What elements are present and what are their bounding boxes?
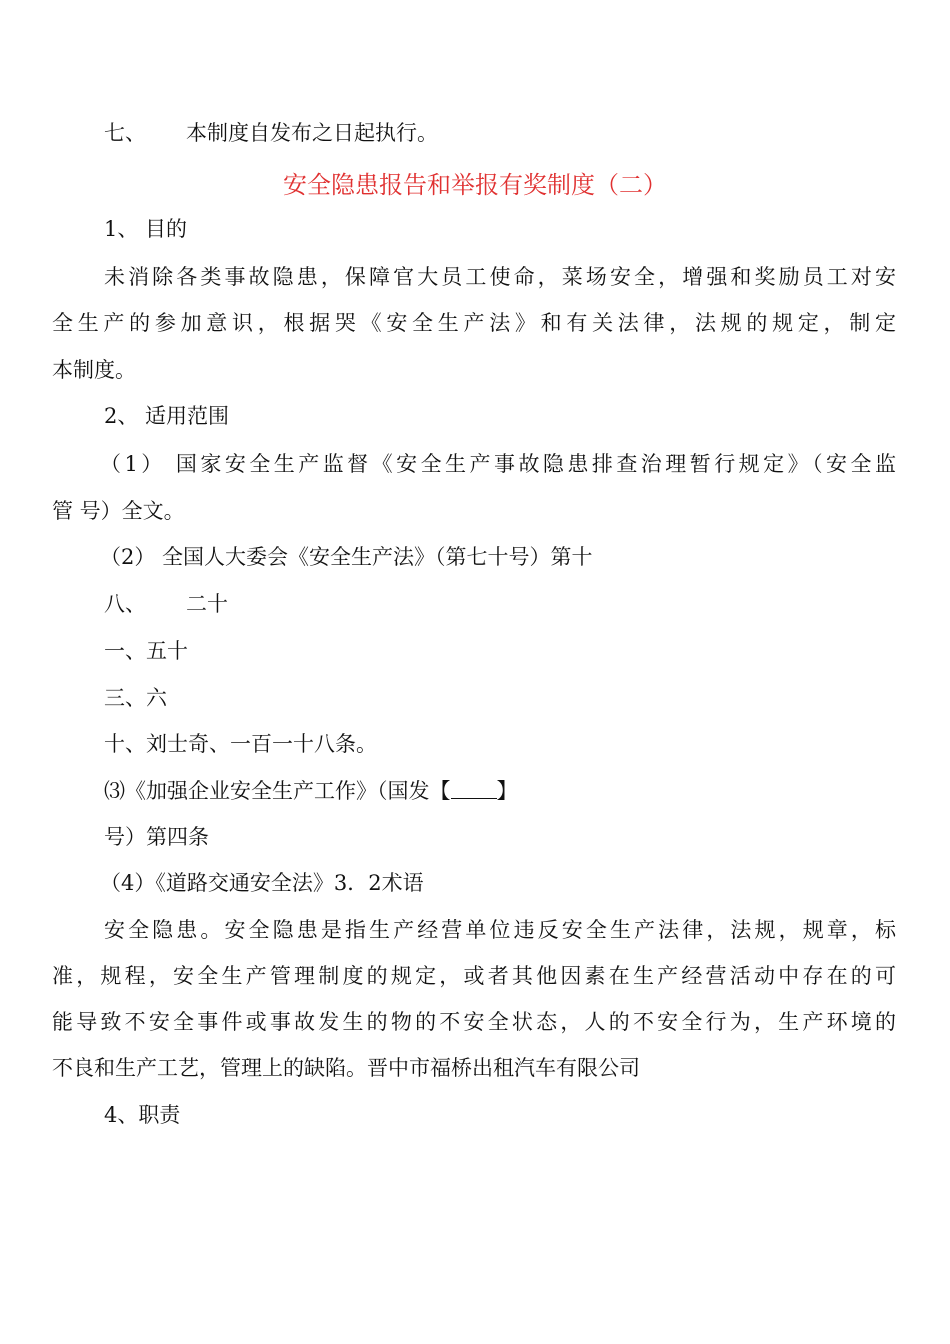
scope-item-3-bracket: 】: [496, 779, 518, 803]
item-seven: [104, 118, 438, 148]
terms-line-2: 准，规程，安全生产管理制度的规定，或者其他因素在生产经营活动中存在的可: [52, 964, 896, 988]
article-eight: [104, 589, 228, 619]
scope-item-3: [104, 776, 518, 806]
scope-item-1-line-1: （1） 国家安全生产监督《安全生产事故隐患排查治理暂行规定》（安全监: [100, 452, 896, 476]
purpose-line-3: 本制度。: [52, 358, 136, 382]
terms-line-3: 能导致不安全事件或事故发生的物的不安全状态，人的不安全行为，生产环境的: [52, 1010, 896, 1034]
scope-item-3-cont: 号）第四条: [104, 825, 209, 849]
terms-line-4: 不良和生产工艺，管理上的缺陷。晋中市福桥出租汽车有限公司: [52, 1056, 640, 1080]
article-line-12: 一、五十: [104, 639, 188, 663]
purpose-line-1: 未消除各类事故隐患，保障官大员工使命，菜场安全，增强和奖励员工对安: [104, 265, 896, 289]
document-title: 安全隐患报告和举报有奖制度（二）: [283, 171, 667, 199]
section-4-heading: 4、职责: [104, 1103, 181, 1127]
scope-item-2: （2） 全国人大委会《安全生产法》（第七十号）第十: [100, 545, 593, 569]
item-seven-number: 七、: [104, 121, 146, 145]
item-seven-text: 本制度自发布之日起执行。: [186, 121, 438, 145]
scope-item-4: （4）《道路交通安全法》3．2术语: [100, 871, 424, 895]
scope-item-1-line-2: 管 号）全文。: [52, 499, 185, 523]
section-1-heading: 1、 目的: [104, 217, 188, 241]
article-eight-number: 八、: [104, 592, 146, 616]
purpose-line-2: 全生产的参加意识，根据哭《安全生产法》和有关法律，法规的规定，制定: [52, 311, 896, 335]
article-line-14: 十、刘士奇、一百一十八条。: [104, 732, 377, 756]
terms-line-1: 安全隐患。安全隐患是指生产经营单位违反安全生产法律，法规，规章，标: [104, 918, 896, 942]
section-2-heading: 2、 适用范围: [104, 404, 230, 428]
scope-item-3-text: ⑶《加强企业安全生产工作》（国发【: [104, 779, 451, 803]
article-eight-text: 二十: [186, 592, 228, 616]
fill-in-blank: [451, 780, 497, 799]
article-line-13: 三、六: [104, 686, 167, 710]
